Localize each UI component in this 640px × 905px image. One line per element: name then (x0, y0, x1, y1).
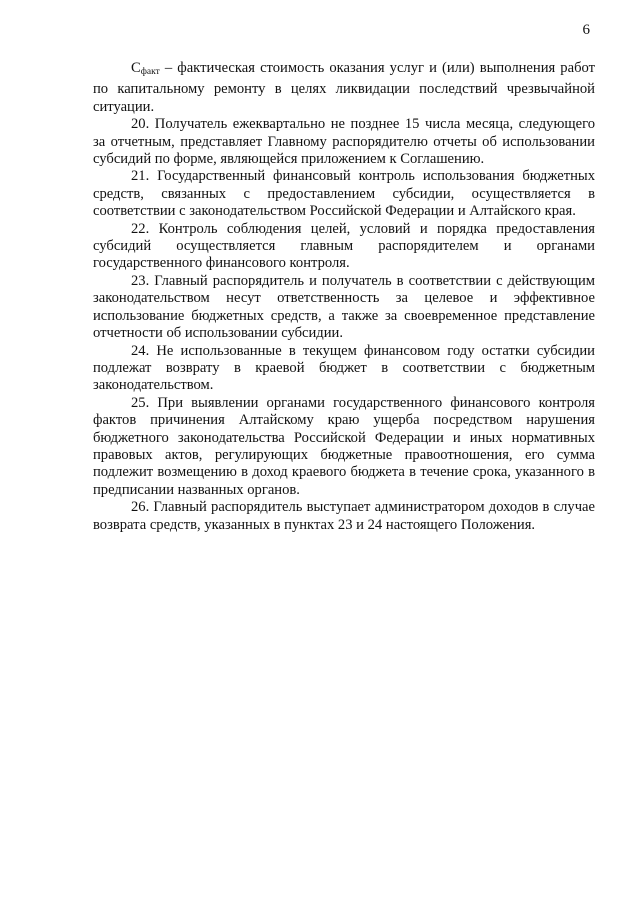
paragraph-25: 25. При выявлении органами государственного финансового контроля фактов причинения Алтайскому краю ущерба посредством нарушения бюджетного законодательства Российской Федерации и иных нормативных правовых актов, регулирующих бюджетные правоотношения, его сумма подлежит возмещению в доход краевого бюджета в течение срока, указанного в предписании названных органов. (93, 394, 595, 498)
paragraph-22: 22. Контроль соблюдения целей, условий и порядка предоставления субсидий осуществляется главным распорядителем и органами государственного финансового контроля. (93, 220, 595, 272)
paragraph-20: 20. Получатель ежеквартально не позднее 15 числа месяца, следующего за отчетным, представляет Главному распорядителю отчеты об использовании субсидий по форме, являющейся приложением к Соглашению. (93, 116, 595, 168)
paragraph-23: 23. Главный распорядитель и получатель в соответствии с действующим законодательством несут ответственность за целевое и эффективное использование бюджетных средств, а также за своевременное представление отчетности об использовании субсидии. (93, 272, 595, 342)
page-number: 6 (582, 22, 590, 38)
paragraph-24: 24. Не использованные в текущем финансовом году остатки субсидии подлежат возврату в краевой бюджет в соответствии с бюджетным законодательством. (93, 342, 595, 394)
definition-paragraph (93, 60, 595, 116)
definition-text: – фактическая стоимость оказания услуг и (или) выполнения работ по капитальному ремонту в целях ликвидации последствий чрезвычайной ситуации. (93, 60, 595, 115)
symbol-subscript: факт (140, 67, 160, 77)
symbol-main: С (131, 60, 141, 76)
paragraph-26: 26. Главный распорядитель выступает администратором доходов в случае возврата средств, указанных в пунктах 23 и 24 настоящего Положения. (93, 499, 595, 533)
paragraph-21: 21. Государственный финансовый контроль использования бюджетных средств, связанных с предоставлением субсидии, осуществляется в соответствии с законодательством Российской Федерации и Алтайского края. (93, 168, 595, 220)
document-body (93, 60, 595, 534)
